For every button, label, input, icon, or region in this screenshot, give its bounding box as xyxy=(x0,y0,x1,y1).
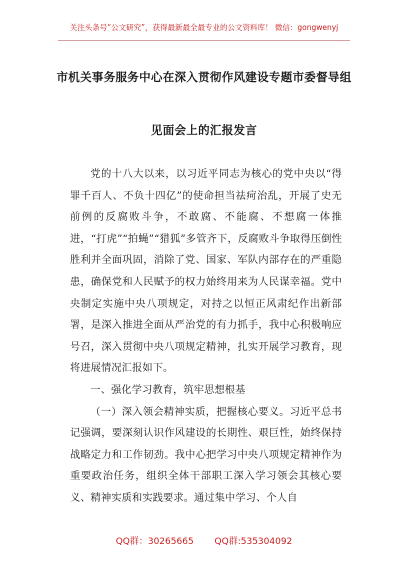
document-body xyxy=(70,164,342,510)
section-heading-1: 一、强化学习教育，筑牢思想根基 xyxy=(90,384,246,396)
header-banner: 关注头条号“公文研究”，获得最新最全最专业的公文资料库！ 微信：gongwenyj xyxy=(69,23,339,32)
footer-contact xyxy=(0,534,408,547)
footer-qq-group-1: QQ群：30265665 xyxy=(115,537,194,547)
footer-qq-group-2: QQ群:535304092 xyxy=(214,537,293,547)
paragraph-intro: 党的十八大以来，以习近平同志为核心的党中央以“得罪千百人、不负十四亿”的使命担当祛疴治乱，开展了史无前例的反腐败斗争，不敢腐、不能腐、不想腐一体推进，“打虎”“拍蝇”“猎狐”多管齐下，反腐败斗争取得压倒性胜利并全面巩固，消除了党、国家、军队内部存在的严重隐患，确保党和人民赋予的权力始终用来为人民谋幸福。党中央制定实施中央八项规定，对持之以恒正风肃纪作出新部署，是深入推进全面从严治党的有力抓手，我中心积极响应号召，深入贯彻中央八项规定精神，扎实开展学习教育，现将进展情况汇报如下。 xyxy=(70,169,342,375)
header-divider xyxy=(58,40,350,41)
document-title-line-2: 见面会上的汇报发言 xyxy=(150,123,258,137)
paragraph-section-1-1: （一）深入领会精神实质，把握核心要义。习近平总书记强调，要深刻认识作风建设的长期性、艰巨性，始终保持战略定力和工作韧劲。我中心把学习中央八项规定精神作为重要政治任务，组织全体干部职工深入学习领会其核心要义、精神实质和实践要求。通过集中学习、个人自 xyxy=(70,406,342,504)
document-title-line-1: 市机关事务服务中心在深入贯彻作风建设专题市委督导组 xyxy=(56,70,352,84)
